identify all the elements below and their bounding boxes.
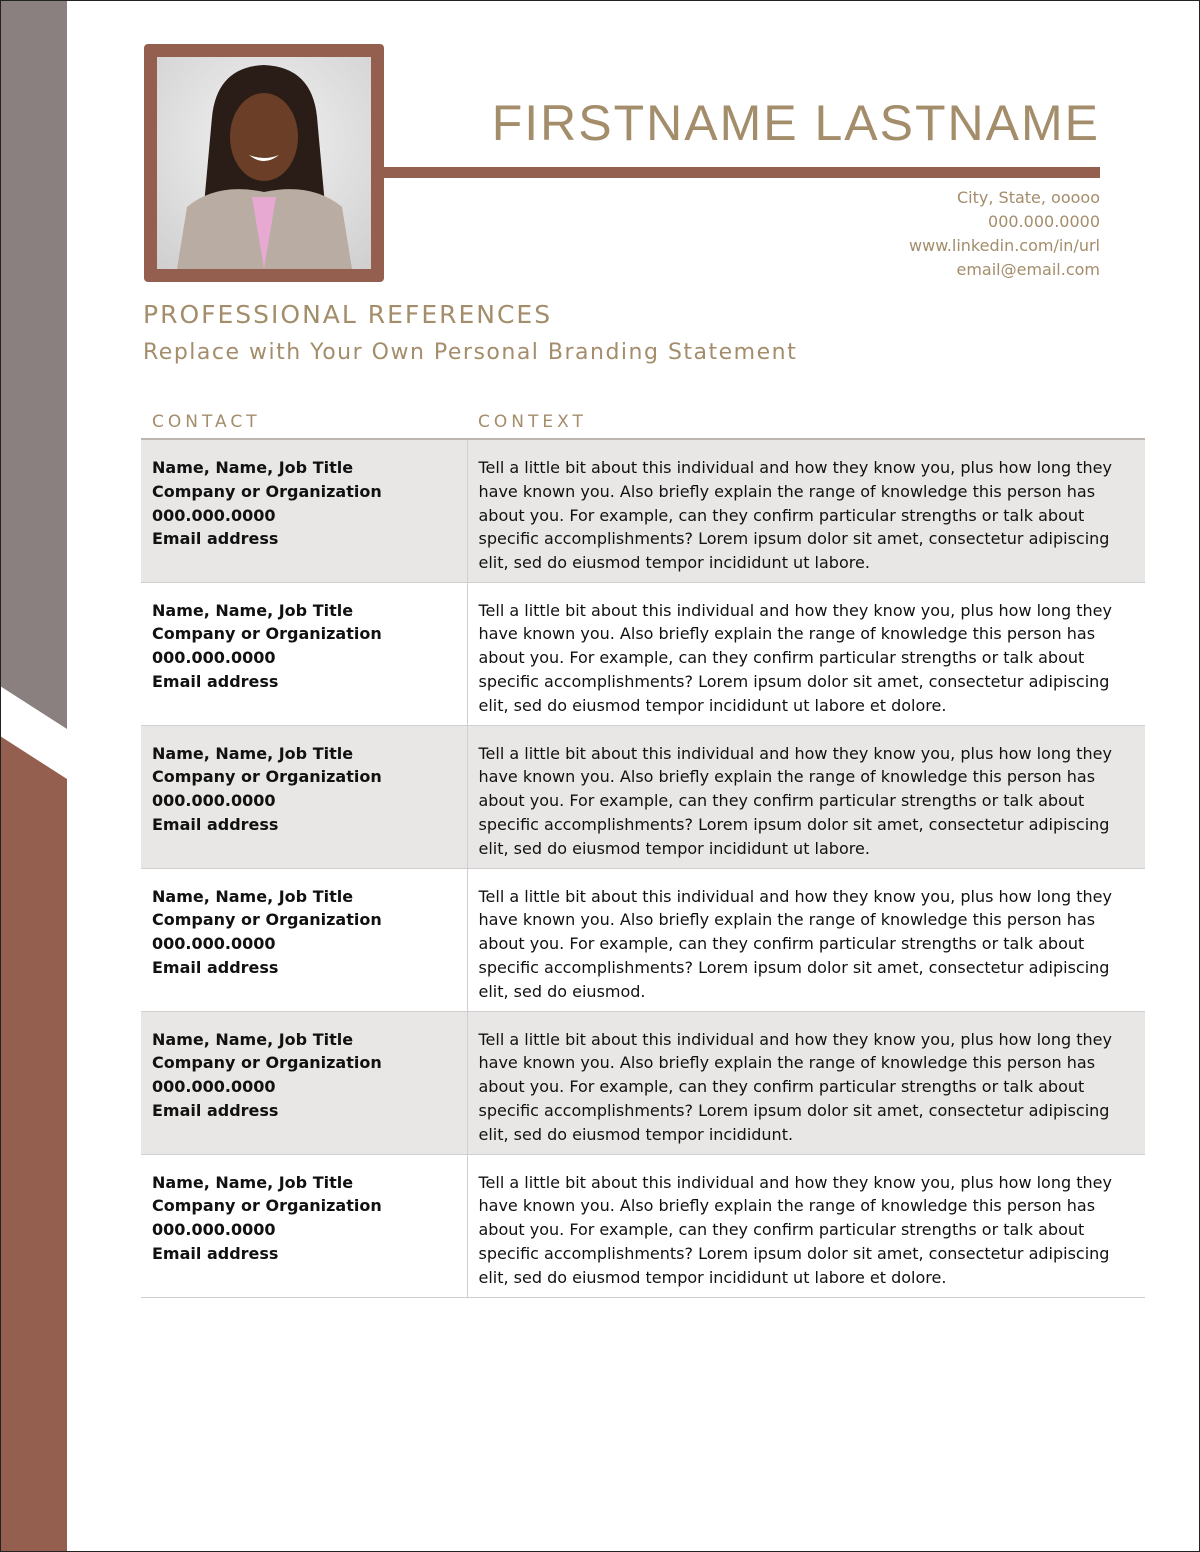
reference-context: Tell a little bit about this individual and how they know you, plus how long they have known you. Also briefly explain the range of knowledge this person has about you. For example, can they confirm particular strengths or talk about specific accomplishments? Lorem ipsum dolor sit amet, consectetur adipiscing elit, sed do eiusmod tempor incididunt ut labore et dolore. xyxy=(467,582,1145,725)
reference-company: Company or Organization xyxy=(152,624,382,644)
table-row xyxy=(141,1011,1145,1154)
reference-name: Name, Name, Job Title xyxy=(152,458,354,477)
profile-photo xyxy=(157,57,371,269)
reference-company: Company or Organization xyxy=(152,910,382,930)
reference-phone: 000.000.0000 xyxy=(152,934,276,954)
reference-phone: 000.000.0000 xyxy=(152,1220,276,1240)
reference-context: Tell a little bit about this individual and how they know you, plus how long they have known you. Also briefly explain the range of knowledge this person has about you. For example, can they confirm particular strengths or talk about specific accomplishments? Lorem ipsum dolor sit amet, consectetur adipiscing elit, sed do eiusmod tempor incididunt ut labore. xyxy=(467,439,1145,582)
table-row xyxy=(141,868,1145,1011)
header-rule xyxy=(384,167,1100,178)
reference-contact xyxy=(141,1011,467,1154)
reference-contact xyxy=(141,725,467,868)
reference-phone: 000.000.0000 xyxy=(152,1077,276,1097)
sidebar-brown-band xyxy=(0,736,67,1552)
branding-statement: Replace with Your Own Personal Branding Statement xyxy=(143,340,798,365)
reference-company: Company or Organization xyxy=(152,1053,382,1073)
reference-context: Tell a little bit about this individual and how they know you, plus how long they have known you. Also briefly explain the range of knowledge this person has about you. For example, can they confirm particular strengths or talk about specific accomplishments? Lorem ipsum dolor sit amet, consectetur adipiscing elit, sed do eiusmod tempor incididunt ut labore. xyxy=(467,725,1145,868)
full-name: FIRSTNAME LASTNAME xyxy=(491,95,1100,151)
reference-contact xyxy=(141,868,467,1011)
table-row xyxy=(141,582,1145,725)
reference-context: Tell a little bit about this individual and how they know you, plus how long they have known you. Also briefly explain the range of knowledge this person has about you. For example, can they confirm particular strengths or talk about specific accomplishments? Lorem ipsum dolor sit amet, consectetur adipiscing elit, sed do eiusmod. xyxy=(467,868,1145,1011)
reference-phone: 000.000.0000 xyxy=(152,791,276,811)
sidebar-decoration xyxy=(0,0,67,1552)
reference-email: Email address xyxy=(152,1243,279,1263)
reference-name: Name, Name, Job Title xyxy=(152,886,354,906)
reference-company: Company or Organization xyxy=(152,767,382,787)
reference-contact xyxy=(141,1154,467,1297)
table-row xyxy=(141,725,1145,868)
reference-context: Tell a little bit about this individual and how they know you, plus how long they have known you. Also briefly explain the range of knowledge this person has about you. For example, can they confirm particular strengths or talk about specific accomplishments? Lorem ipsum dolor sit amet, consectetur adipiscing elit, sed do eiusmod tempor incididunt. xyxy=(467,1011,1145,1154)
reference-company: Company or Organization xyxy=(152,1196,382,1216)
reference-email: Email address xyxy=(152,671,279,691)
reference-company: Company or Organization xyxy=(152,481,382,501)
table-row xyxy=(141,439,1145,582)
reference-contact xyxy=(141,582,467,725)
profile-photo-frame xyxy=(144,44,384,282)
reference-name: Name, Name, Job Title xyxy=(152,600,354,620)
reference-name: Name, Name, Job Title xyxy=(152,743,354,763)
reference-name: Name, Name, Job Title xyxy=(152,1029,354,1049)
reference-phone: 000.000.0000 xyxy=(152,648,276,668)
reference-contact xyxy=(141,439,467,582)
reference-context: Tell a little bit about this individual and how they know you, plus how long they have known you. Also briefly explain the range of knowledge this person has about you. For example, can they confirm particular strengths or talk about specific accomplishments? Lorem ipsum dolor sit amet, consectetur adipiscing elit, sed do eiusmod tempor incididunt ut labore et dolore. xyxy=(467,1154,1145,1297)
email: email@email.com xyxy=(956,260,1100,279)
section-title: PROFESSIONAL REFERENCES xyxy=(143,300,553,329)
references-table xyxy=(141,410,1145,1298)
reference-name: Name, Name, Job Title xyxy=(152,1172,354,1192)
column-header-contact: CONTACT xyxy=(141,410,467,439)
reference-email: Email address xyxy=(152,957,279,977)
reference-email: Email address xyxy=(152,529,279,549)
reference-email: Email address xyxy=(152,1100,279,1120)
linkedin-url: www.linkedin.com/in/url xyxy=(909,236,1100,255)
phone: 000.000.0000 xyxy=(988,212,1100,231)
table-row xyxy=(141,1154,1145,1297)
column-header-context: CONTEXT xyxy=(467,410,1145,439)
reference-phone: 000.000.0000 xyxy=(152,505,276,525)
contact-info xyxy=(909,186,1100,282)
reference-email: Email address xyxy=(152,814,279,834)
sidebar-grey-band xyxy=(0,0,67,729)
city-state: City, State, ooooo xyxy=(957,188,1100,207)
